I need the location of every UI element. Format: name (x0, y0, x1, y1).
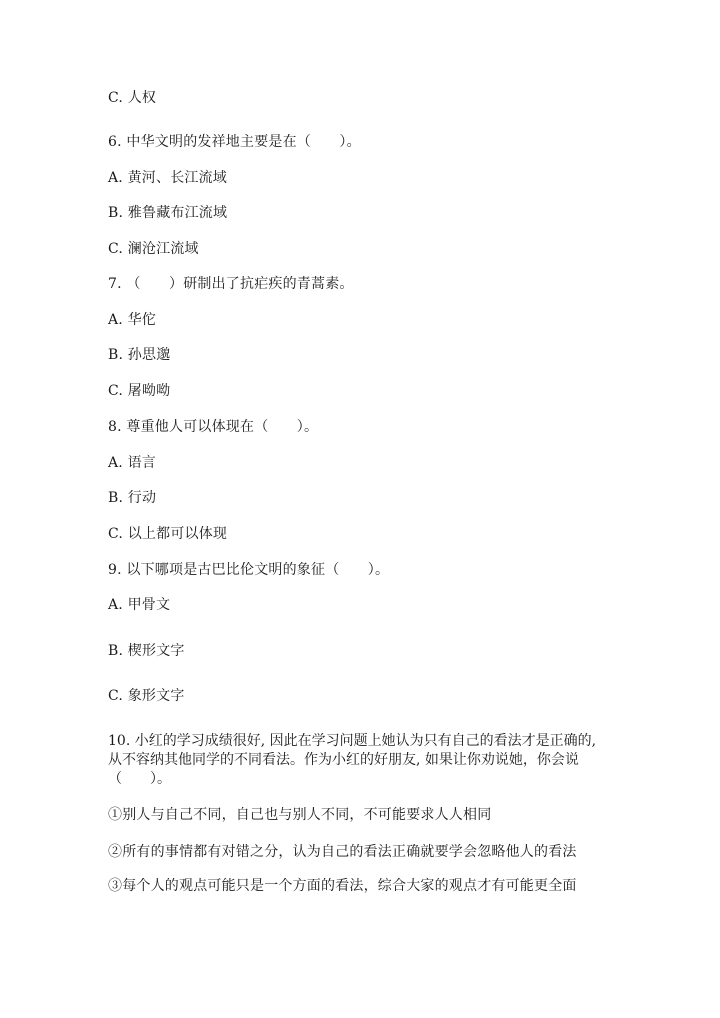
q7-option-a: A. 华佗 (108, 312, 157, 328)
q9-option-b: B. 楔形文字 (108, 643, 185, 659)
q9-stem: 9. 以下哪项是古巴比伦文明的象征（ ）。 (108, 562, 390, 578)
q6-option-c: C. 澜沧江流域 (108, 241, 199, 257)
q10-statement-3: ③每个人的观点可能只是一个方面的看法，综合大家的观点才有可能更全面 (108, 878, 577, 894)
q8-option-a: A. 语言 (108, 455, 157, 471)
q7-stem: 7. （ ）研制出了抗疟疾的青蒿素。 (108, 276, 354, 292)
q10-statement-2: ②所有的事情都有对错之分，认为自己的看法正确就要学会忽略他人的看法 (108, 844, 577, 860)
q8-option-b: B. 行动 (108, 490, 157, 506)
q10-stem-line-2: 从不容纳其他同学的不同看法。作为小红的好朋友, 如果让你劝说她，你会说 (108, 752, 579, 768)
q6-option-b: B. 雅鲁藏布江流域 (108, 205, 228, 221)
q7-option-b: B. 孙思邈 (108, 347, 171, 363)
q9-option-a: A. 甲骨文 (108, 597, 171, 613)
q5-option-c: C. 人权 (108, 90, 157, 106)
q10-stem-line-1: 10. 小红的学习成绩很好, 因此在学习问题上她认为只有自己的看法才是正确的, (108, 733, 597, 749)
q10-stem-line-3: （ ）。 (108, 771, 171, 787)
q9-option-c: C. 象形文字 (108, 688, 185, 704)
q7-option-c: C. 屠呦呦 (108, 383, 171, 399)
q8-option-c: C. 以上都可以体现 (108, 526, 228, 542)
q6-option-a: A. 黄河、长江流域 (108, 170, 228, 186)
q10-stem (108, 732, 608, 789)
q10-statement-1: ①别人与自己不同，自己也与别人不同，不可能要求人人相同 (108, 807, 492, 823)
q6-stem: 6. 中华文明的发祥地主要是在（ ）。 (108, 134, 361, 150)
q8-stem: 8. 尊重他人可以体现在（ ）。 (108, 419, 319, 435)
